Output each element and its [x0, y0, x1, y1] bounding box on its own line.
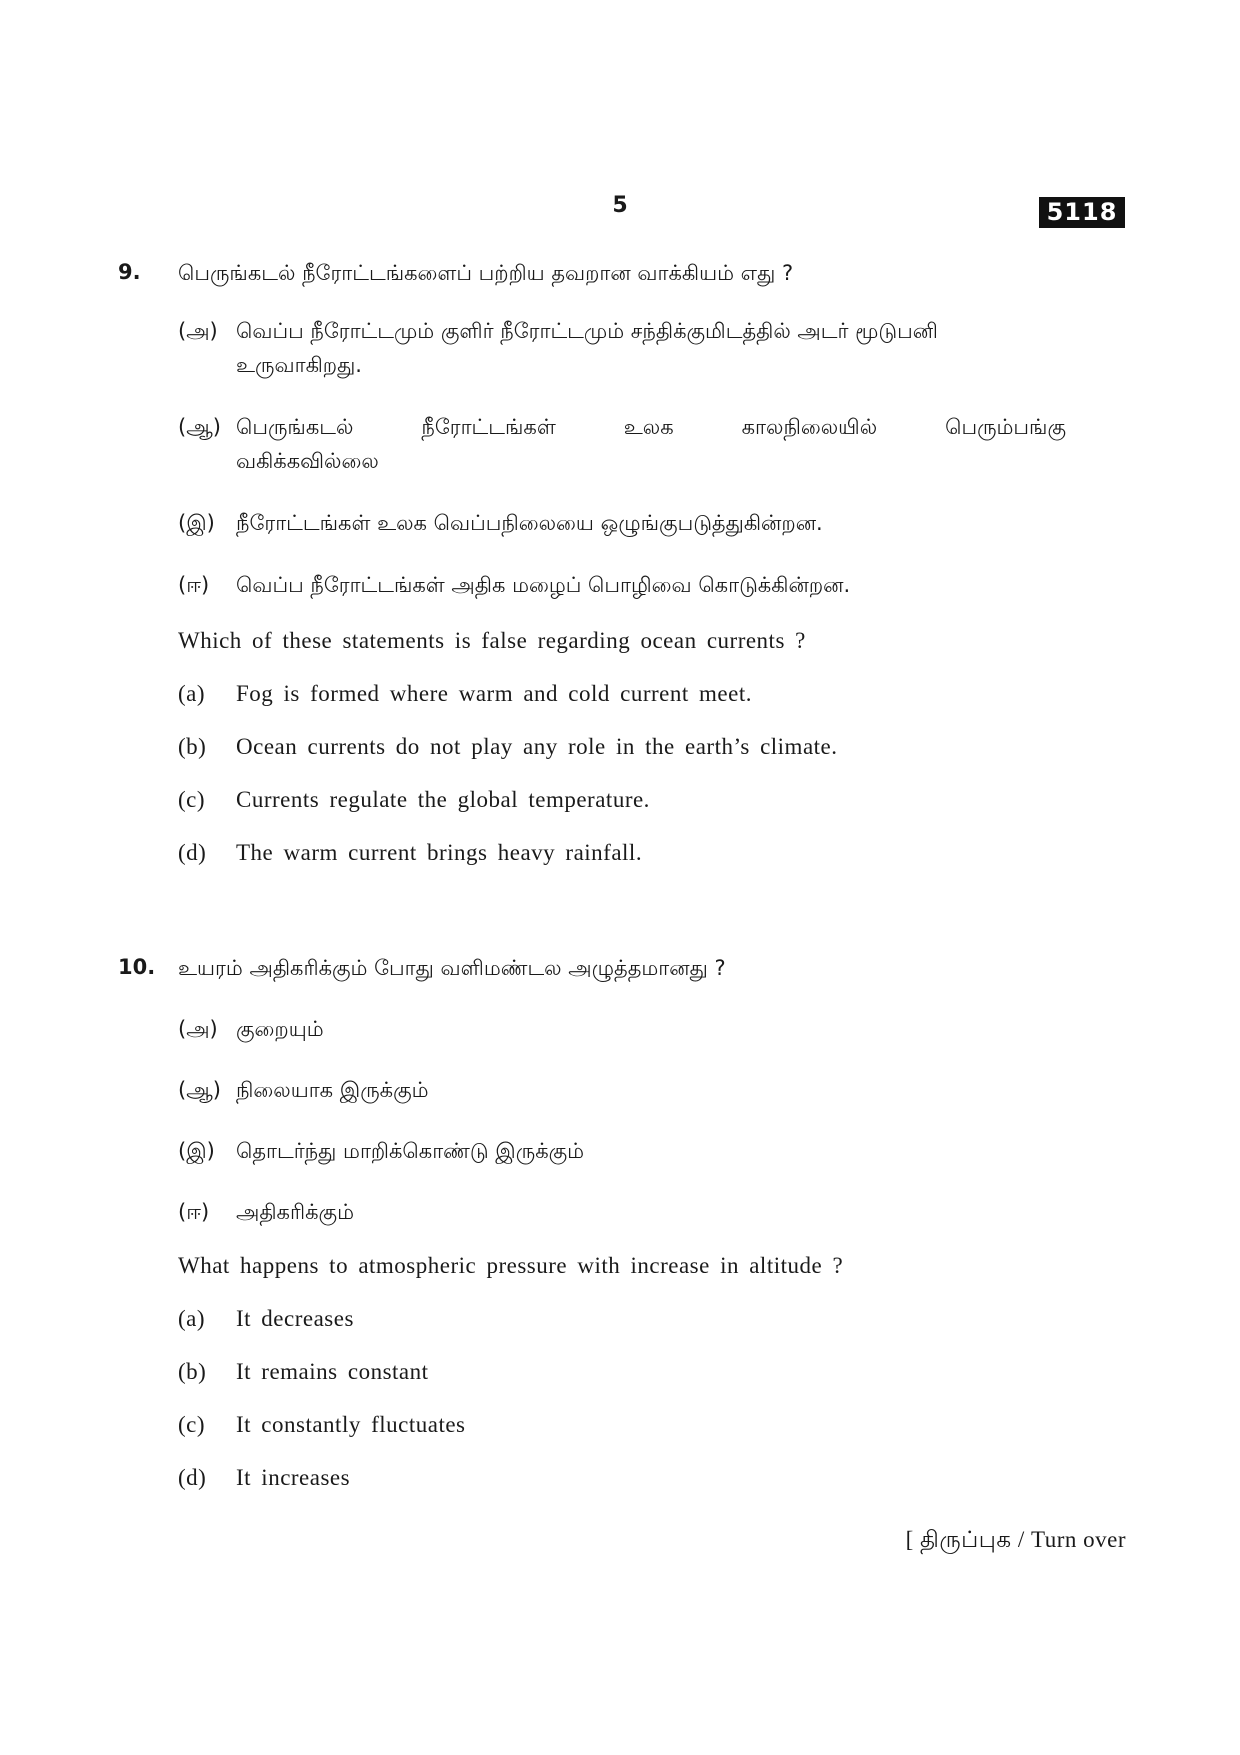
option-label: (அ) [178, 1017, 218, 1041]
option-text-continued: உருவாகிறது. [236, 353, 362, 377]
option-label: (இ) [178, 1139, 215, 1163]
option-text: Currents regulate the global temperature. [236, 787, 650, 812]
option-label: (b) [178, 1359, 207, 1384]
option-text: It decreases [236, 1306, 354, 1331]
option-label: (அ) [178, 319, 218, 343]
option-text: தொடர்ந்து மாறிக்கொண்டு இருக்கும் [236, 1139, 585, 1163]
tamil-question-text: உயரம் அதிகரிக்கும் போது வளிமண்டல அழுத்தமானது ? [178, 956, 726, 980]
option-text: It increases [236, 1465, 351, 1490]
option-label: (c) [178, 1412, 206, 1437]
page-number: 5 [612, 193, 628, 218]
turn-over-note: [ திருப்புக / Turn over [905, 1527, 1126, 1552]
option-label: (ஆ) [178, 1078, 221, 1102]
option-text: வெப்ப நீரோட்டமும் குளிர் நீரோட்டமும் சந்திக்குமிடத்தில் அடர் மூடுபனி [236, 319, 938, 343]
english-question-text: Which of these statements is false regarding ocean currents ? [178, 628, 806, 653]
option-text: நீரோட்டங்கள் உலக வெப்பநிலையை ஒழுங்குபடுத்துகின்றன. [236, 511, 823, 535]
option-label: (a) [178, 681, 206, 706]
option-text: வெப்ப நீரோட்டங்கள் அதிக மழைப் பொழிவை கொடுக்கின்றன. [236, 573, 851, 597]
option-label: (ஈ) [178, 573, 210, 597]
option-label: (d) [178, 840, 207, 865]
option-text: குறையும் [236, 1017, 324, 1041]
option-text: It constantly fluctuates [236, 1412, 466, 1437]
question-number: 9. [118, 260, 141, 284]
option-label: (ஈ) [178, 1200, 210, 1224]
tamil-option-continuation [236, 444, 379, 478]
option-text: It remains constant [236, 1359, 429, 1384]
paper-code-badge: 5118 [1039, 197, 1125, 228]
option-label: (இ) [178, 511, 215, 535]
question-number: 10. [118, 955, 156, 979]
option-text: பெருங்கடல் நீரோட்டங்கள் உலக காலநிலையில் பெரும்பங்கு [236, 415, 1066, 439]
option-text: நிலையாக இருக்கும் [236, 1078, 429, 1102]
option-text: Ocean currents do not play any role in the earth’s climate. [236, 734, 838, 759]
option-label: (c) [178, 787, 206, 812]
option-label: (a) [178, 1306, 206, 1331]
option-text: அதிகரிக்கும் [236, 1200, 354, 1224]
tamil-option-continuation [236, 348, 362, 382]
option-text-continued: வகிக்கவில்லை [236, 449, 379, 473]
tamil-question-text: பெருங்கடல் நீரோட்டங்களைப் பற்றிய தவறான வாக்கியம் எது ? [178, 261, 794, 285]
option-text: Fog is formed where warm and cold current meet. [236, 681, 752, 706]
option-label: (d) [178, 1465, 207, 1490]
option-text: The warm current brings heavy rainfall. [236, 840, 643, 865]
option-label: (ஆ) [178, 415, 221, 439]
option-label: (b) [178, 734, 207, 759]
english-question-text: What happens to atmospheric pressure with increase in altitude ? [178, 1253, 844, 1278]
